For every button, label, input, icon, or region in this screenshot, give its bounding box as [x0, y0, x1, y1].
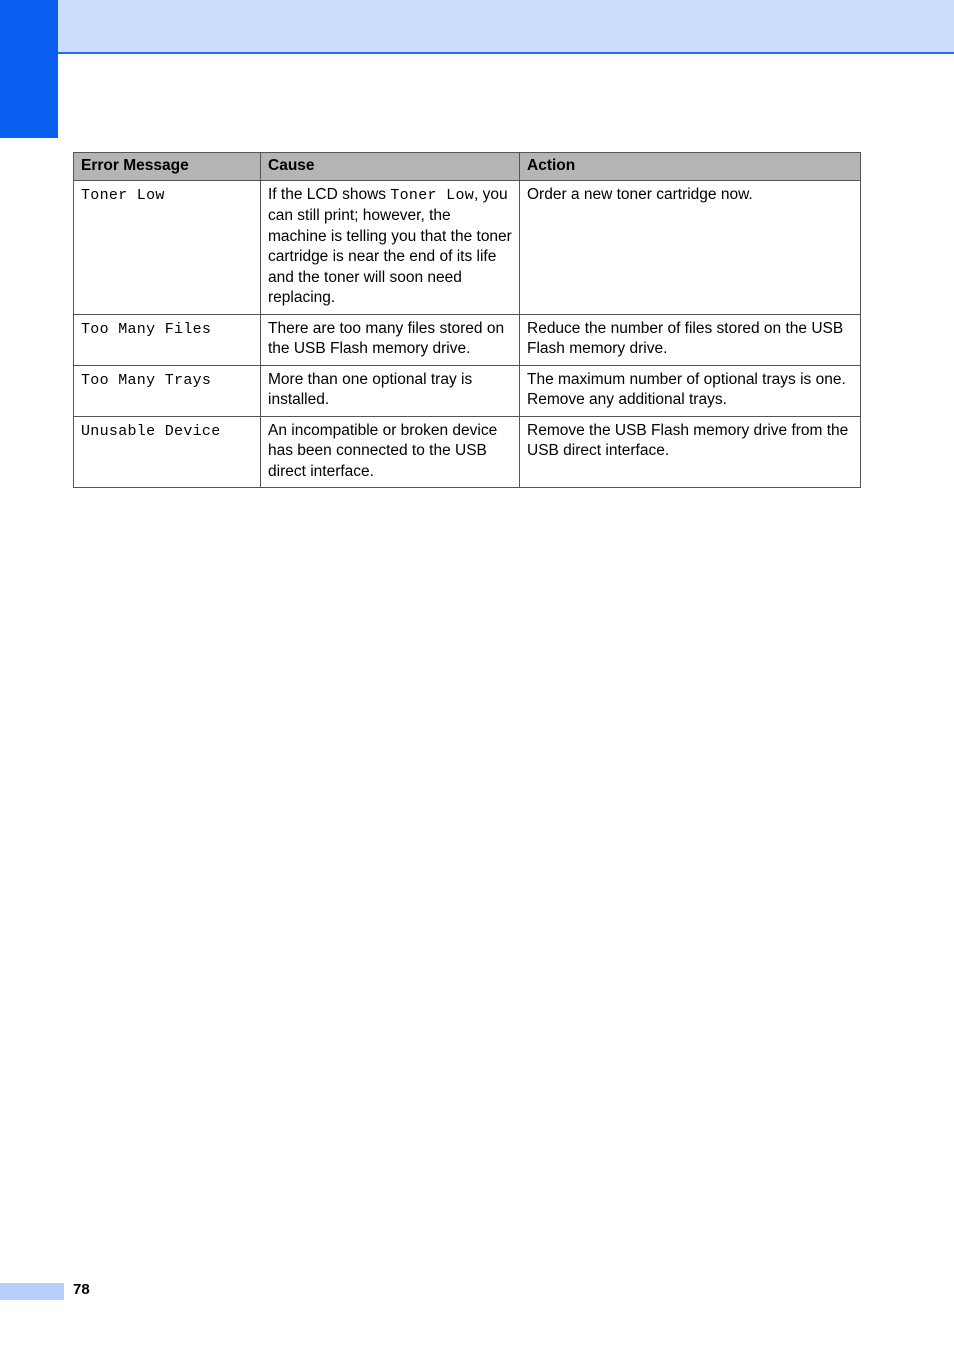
error-message-cell [74, 314, 261, 365]
table-row [74, 180, 861, 314]
error-message-text: Too Many Files [81, 320, 212, 338]
action-cell: The maximum number of optional trays is one. Remove any additional trays. [520, 365, 861, 416]
action-cell: Remove the USB Flash memory drive from the USB direct interface. [520, 416, 861, 488]
error-message-text: Too Many Trays [81, 371, 212, 389]
cause-cell: There are too many files stored on the USB Flash memory drive. [261, 314, 520, 365]
error-message-table [73, 152, 861, 488]
error-message-cell [74, 180, 261, 314]
error-message-text: Unusable Device [81, 422, 221, 440]
table-row [74, 416, 861, 488]
table-header-row [74, 153, 861, 181]
chapter-tab [0, 0, 58, 138]
cause-text-post: , you can still print; however, the machine is telling you that the toner cartridge is near the end of its life and the toner will soon need replacing. [268, 185, 512, 306]
column-header-cause: Cause [261, 153, 520, 181]
page-number: 78 [73, 1281, 90, 1298]
cause-cell [261, 180, 520, 314]
cause-cell: More than one optional tray is installed. [261, 365, 520, 416]
cause-text-pre: If the LCD shows [268, 185, 391, 203]
cause-lcd-message: Toner Low [390, 186, 475, 204]
action-cell: Reduce the number of files stored on the USB Flash memory drive. [520, 314, 861, 365]
table-row [74, 314, 861, 365]
cause-cell: An incompatible or broken device has been connected to the USB direct interface. [261, 416, 520, 488]
error-message-cell [74, 416, 261, 488]
action-cell: Order a new toner cartridge now. [520, 180, 861, 314]
column-header-error-message: Error Message [74, 153, 261, 181]
error-message-text: Toner Low [81, 186, 165, 204]
table-row [74, 365, 861, 416]
error-message-cell [74, 365, 261, 416]
column-header-action: Action [520, 153, 861, 181]
header-band [0, 0, 954, 54]
footer-bar [0, 1283, 64, 1300]
